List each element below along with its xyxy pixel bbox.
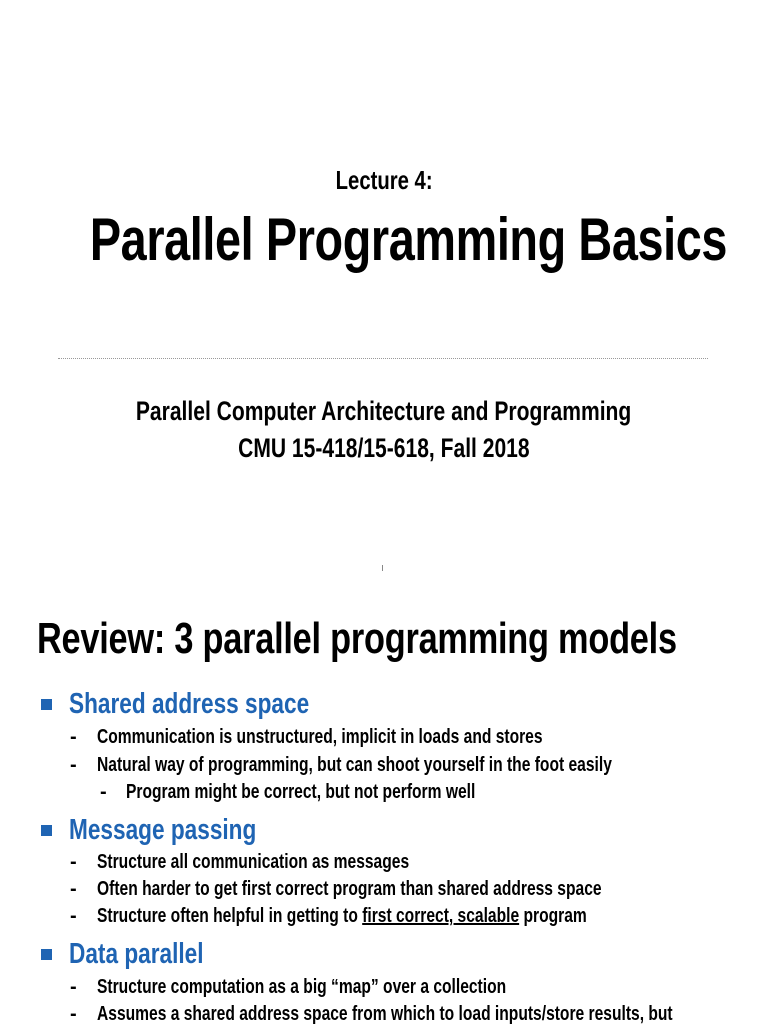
- dotted-divider: [58, 358, 708, 359]
- course-name: [0, 396, 768, 427]
- list-subitem-text: Program might be correct, but not perform well: [126, 781, 476, 803]
- page-title-text: Parallel Programming Basics: [89, 206, 728, 273]
- dash-bullet-icon: -: [70, 878, 77, 900]
- dash-bullet-icon: -: [70, 905, 77, 927]
- lecture-number-text: Lecture 4:: [335, 165, 433, 195]
- list-item-prefix: Structure often helpful in getting to: [97, 905, 363, 927]
- dash-bullet-icon: -: [70, 1003, 77, 1025]
- list-item: [97, 726, 668, 749]
- list-item-text: Often harder to get first correct program than shared address space: [97, 878, 602, 900]
- list-item: [97, 851, 497, 874]
- dash-bullet-icon: -: [70, 754, 77, 776]
- list-item: [97, 1003, 768, 1026]
- list-item-suffix: program: [519, 905, 587, 927]
- list-item: [97, 976, 622, 999]
- list-item: [97, 878, 744, 901]
- list-subitem: [126, 781, 574, 804]
- course-name-text: Parallel Computer Architecture and Programming: [136, 396, 632, 426]
- lecture-number: [0, 165, 768, 196]
- list-item: [97, 905, 725, 928]
- list-item-text: Communication is unstructured, implicit in loads and stores: [97, 726, 543, 748]
- list-item-text: Natural way of programming, but can shoot yourself in the foot easily: [97, 754, 612, 776]
- section-title: [69, 688, 377, 721]
- list-item-text: Structure computation as a big “map” over a collection: [97, 976, 507, 998]
- dash-bullet-icon: -: [70, 976, 77, 998]
- course-code: [0, 433, 768, 464]
- page-title: [0, 205, 768, 274]
- dash-bullet-icon: -: [70, 726, 77, 748]
- section-title: [69, 814, 309, 847]
- underlined-emphasis: first correct, scalable: [362, 905, 520, 927]
- square-bullet-icon: [41, 949, 52, 960]
- section-title-text: Message passing: [69, 814, 257, 846]
- dash-bullet-icon: -: [70, 851, 77, 873]
- list-item-text: Assumes a shared address space from which to load inputs/store results, but: [97, 1003, 673, 1025]
- course-code-text: CMU 15-418/15-618, Fall 2018: [238, 433, 530, 463]
- square-bullet-icon: [41, 825, 52, 836]
- list-item-text: [97, 905, 587, 928]
- page-separator-mark: [382, 565, 383, 571]
- section-title: [69, 938, 241, 971]
- square-bullet-icon: [41, 699, 52, 710]
- section-title-text: Data parallel: [69, 938, 204, 970]
- list-item: [97, 754, 757, 777]
- review-slide-title-text: Review: 3 parallel programming models: [37, 614, 677, 663]
- review-slide-title: [37, 614, 768, 664]
- section-title-text: Shared address space: [69, 688, 310, 720]
- list-item-text: Structure all communication as messages: [97, 851, 410, 873]
- dash-bullet-icon: -: [100, 781, 107, 803]
